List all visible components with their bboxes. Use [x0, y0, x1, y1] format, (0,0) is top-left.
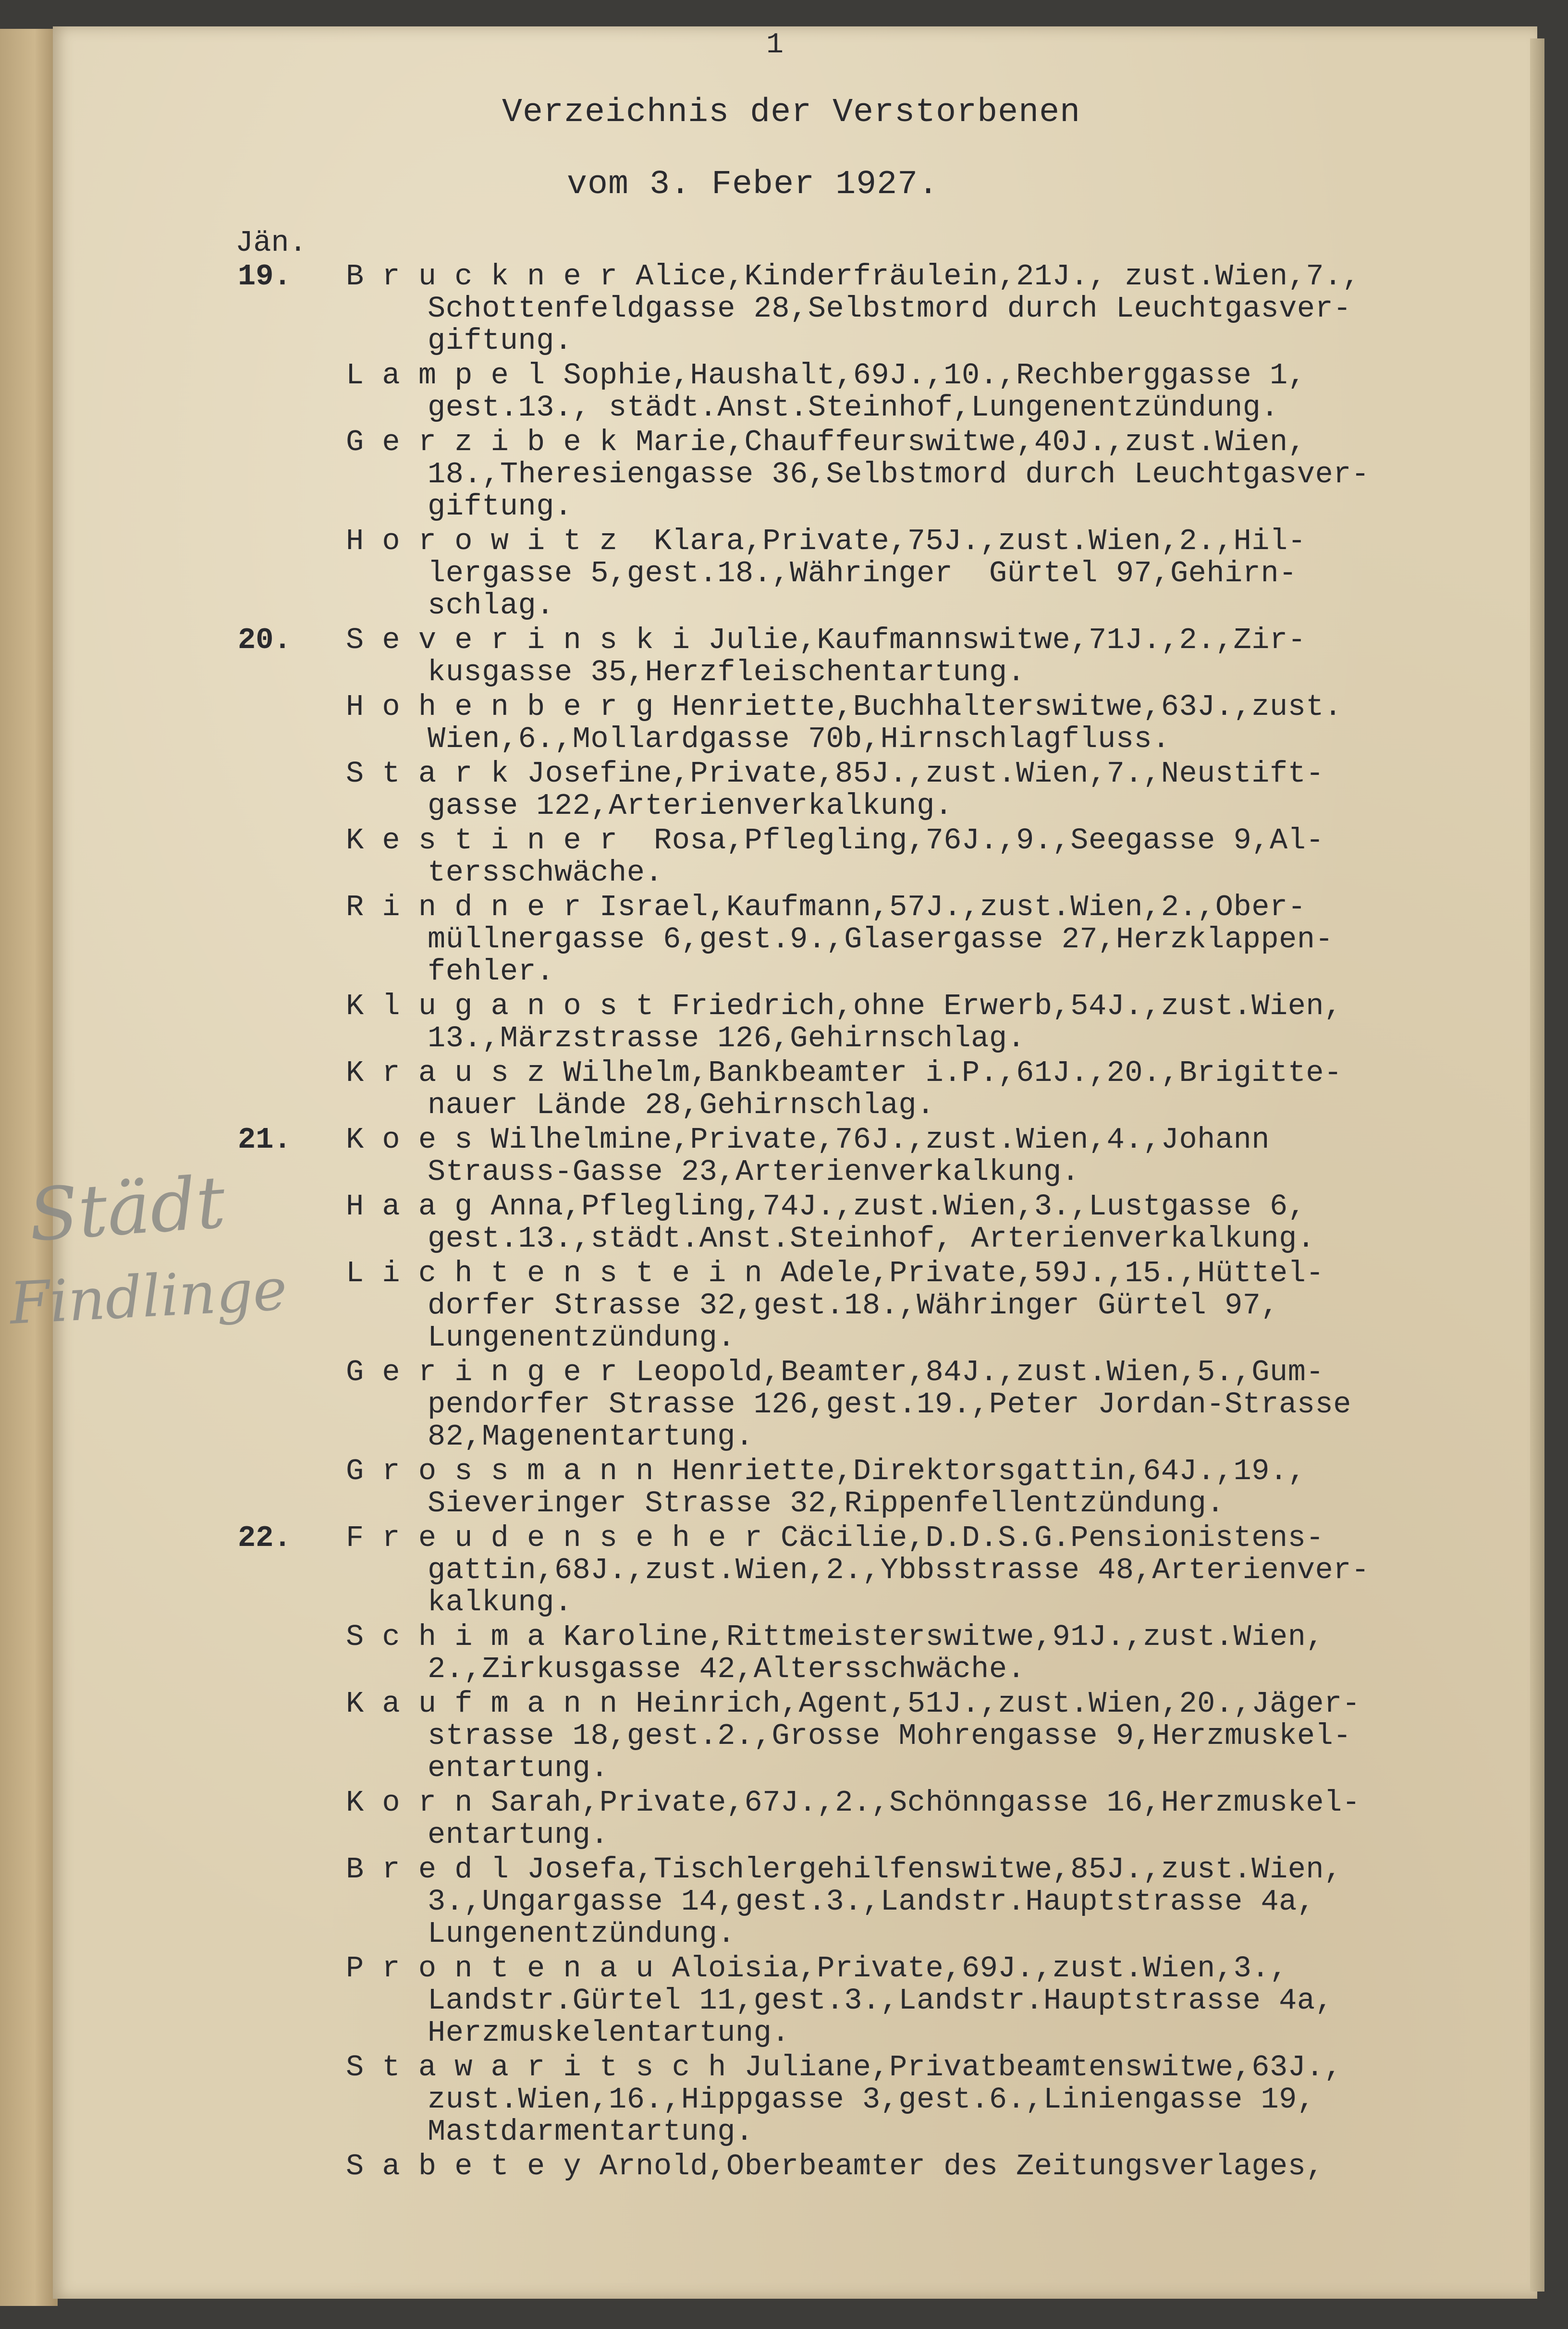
register-entry-continuation-line: Lungenentzündung. — [428, 1321, 736, 1355]
register-entry-continuation-line: kalkung. — [428, 1585, 573, 1619]
pencil-annotation: Findlinge — [8, 1256, 289, 1338]
register-entry-continuation-line: Sieveringer Strasse 32,Rippenfellentzündung. — [428, 1486, 1225, 1520]
register-entry-continuation-line: Mastdarmentartung. — [428, 2115, 754, 2149]
register-entry-name-line: H o r o w i t z Klara,Private,75J.,zust.Wien,2.,Hil- — [346, 524, 1306, 558]
register-entry-name-line: B r e d l Josefa,Tischlergehilfenswitwe,85J.,zust.Wien, — [346, 1852, 1342, 1887]
register-entry-continuation-line: 82,Magenentartung. — [428, 1420, 754, 1454]
register-entry-name-line: S c h i m a Karoline,Rittmeisterswitwe,91J.,zust.Wien, — [346, 1620, 1324, 1654]
document-title: Verzeichnis der Verstorbenen — [502, 94, 1081, 132]
register-entry-continuation-line: entartung. — [428, 1818, 609, 1852]
register-entry-name-line: L i c h t e n s t e i n Adele,Private,59J.,15.,Hüttel- — [346, 1256, 1324, 1290]
register-entry-name-line: B r u c k n e r Alice,Kinderfräulein,21J., zust.Wien,7., — [346, 259, 1360, 294]
register-entry-continuation-line: strasse 18,gest.2.,Grosse Mohrengasse 9,Herzmuskel- — [428, 1719, 1352, 1753]
document-subtitle: vom 3. Feber 1927. — [567, 166, 939, 204]
register-entry-continuation-line: Schottenfeldgasse 28,Selbstmord durch Leuchtgasver- — [428, 292, 1352, 326]
register-entry-continuation-line: zust.Wien,16.,Hippgasse 3,gest.6.,Liniengasse 19, — [428, 2083, 1315, 2117]
register-entry-name-line: K l u g a n o s t Friedrich,ohne Erwerb,54J.,zust.Wien, — [346, 989, 1342, 1023]
register-entry-continuation-line: kusgasse 35,Herzfleischentartung. — [428, 655, 1026, 689]
register-entry-continuation-line: Strauss-Gasse 23,Arterienverkalkung. — [428, 1155, 1080, 1189]
register-entry-continuation-line: Landstr.Gürtel 11,gest.3.,Landstr.Hauptstrasse 4a, — [428, 1984, 1334, 2018]
register-entry-name-line: G e r z i b e k Marie,Chauffeurswitwe,40J.,zust.Wien, — [346, 425, 1306, 459]
register-entry-continuation-line: lergasse 5,gest.18.,Währinger Gürtel 97,Gehirn- — [428, 556, 1297, 590]
register-entry-continuation-line: entartung. — [428, 1751, 609, 1785]
register-entry-name-line: G e r i n g e r Leopold,Beamter,84J.,zust.Wien,5.,Gum- — [346, 1355, 1324, 1389]
register-entry-continuation-line: gasse 122,Arterienverkalkung. — [428, 789, 953, 823]
register-entry-continuation-line: gest.13., städt.Anst.Steinhof,Lungenentzündung. — [428, 391, 1279, 425]
register-entry-continuation-line: giftung. — [428, 490, 573, 524]
page-right-edge — [1530, 38, 1544, 2292]
register-entry-name-line: S t a r k Josefine,Private,85J.,zust.Wien,7.,Neustift- — [346, 757, 1324, 791]
register-entry-continuation-line: Herzmuskelentartung. — [428, 2016, 790, 2050]
register-entry-continuation-line: schlag. — [428, 588, 554, 623]
register-entry-continuation-line: Wien,6.,Mollardgasse 70b,Hirnschlagfluss. — [428, 722, 1170, 756]
register-entry-continuation-line: gest.13.,städt.Anst.Steinhof, Arterienverkalkung. — [428, 1222, 1315, 1256]
page-number: 1 — [766, 29, 784, 61]
register-entry-continuation-line: müllnergasse 6,gest.9.,Glasergasse 27,Herzklappen- — [428, 922, 1334, 956]
register-entry-continuation-line: gattin,68J.,zust.Wien,2.,Ybbsstrasse 48,Arterienver- — [428, 1553, 1370, 1587]
register-entry-name-line: S t a w a r i t s c h Juliane,Privatbeamtenswitwe,63J., — [346, 2050, 1342, 2084]
register-entry-continuation-line: 2.,Zirkusgasse 42,Altersschwäche. — [428, 1652, 1026, 1686]
month-label: Jän. — [235, 226, 307, 260]
pencil-annotation: Städt — [26, 1160, 228, 1258]
register-entry-continuation-line: nauer Lände 28,Gehirnschlag. — [428, 1088, 935, 1122]
register-entry-name-line: H o h e n b e r g Henriette,Buchhalterswitwe,63J.,zust. — [346, 690, 1342, 724]
register-entry-continuation-line: giftung. — [428, 324, 573, 358]
register-entry-continuation-line: Lungenentzündung. — [428, 1917, 736, 1951]
register-entry-name-line: G r o s s m a n n Henriette,Direktorsgattin,64J.,19., — [346, 1454, 1306, 1488]
day-label: 19. — [238, 259, 292, 294]
register-entry-continuation-line: tersschwäche. — [428, 856, 663, 890]
register-entry-name-line: K o r n Sarah,Private,67J.,2.,Schönngasse 16,Herzmuskel- — [346, 1786, 1360, 1820]
register-entry-name-line: K e s t i n e r Rosa,Pflegling,76J.,9.,Seegasse 9,Al- — [346, 823, 1324, 858]
register-entry-name-line: R i n d n e r Israel,Kaufmann,57J.,zust.Wien,2.,Ober- — [346, 890, 1306, 924]
day-label: 22. — [238, 1521, 292, 1555]
register-entry-continuation-line: 18.,Theresiengasse 36,Selbstmord durch Leuchtgasver- — [428, 457, 1370, 491]
day-label: 21. — [238, 1123, 292, 1157]
register-entry-name-line: S e v e r i n s k i Julie,Kaufmannswitwe,71J.,2.,Zir- — [346, 623, 1306, 657]
register-entry-name-line: L a m p e l Sophie,Haushalt,69J.,10.,Rechberggasse 1, — [346, 358, 1306, 392]
day-label: 20. — [238, 623, 292, 657]
register-entry-name-line: K a u f m a n n Heinrich,Agent,51J.,zust.Wien,20.,Jäger- — [346, 1687, 1360, 1721]
register-entry-name-line: H a a g Anna,Pflegling,74J.,zust.Wien,3.,Lustgasse 6, — [346, 1189, 1306, 1224]
register-entry-name-line: S a b e t e y Arnold,Oberbeamter des Zeitungsverlages, — [346, 2149, 1324, 2183]
register-entry-name-line: K o e s Wilhelmine,Private,76J.,zust.Wien,4.,Johann — [346, 1123, 1270, 1157]
register-entry-name-line: P r o n t e n a u Aloisia,Private,69J.,zust.Wien,3., — [346, 1951, 1288, 1986]
facing-page-edge — [0, 29, 58, 2306]
register-entry-continuation-line: 13.,Märzstrasse 126,Gehirnschlag. — [428, 1021, 1026, 1055]
register-entry-continuation-line: dorfer Strasse 32,gest.18.,Währinger Gürtel 97, — [428, 1288, 1279, 1323]
register-entry-name-line: K r a u s z Wilhelm,Bankbeamter i.P.,61J.,20.,Brigitte- — [346, 1056, 1342, 1090]
register-entry-continuation-line: 3.,Ungargasse 14,gest.3.,Landstr.Hauptstrasse 4a, — [428, 1885, 1315, 1919]
register-entry-continuation-line: pendorfer Strasse 126,gest.19.,Peter Jordan-Strasse — [428, 1387, 1352, 1422]
register-entry-continuation-line: fehler. — [428, 955, 554, 989]
register-entry-name-line: F r e u d e n s e h e r Cäcilie,D.D.S.G.Pensionistens- — [346, 1521, 1324, 1555]
